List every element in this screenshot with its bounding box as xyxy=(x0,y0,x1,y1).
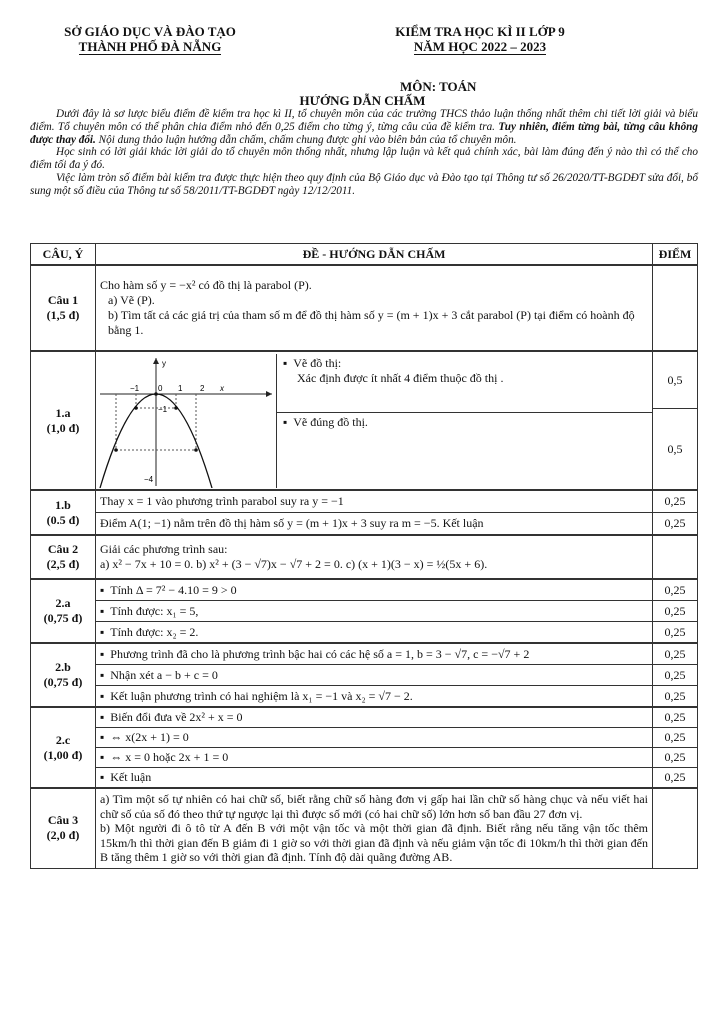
parabola-graph-svg xyxy=(96,354,276,488)
point-marker xyxy=(194,448,198,452)
score: 0,25 xyxy=(653,707,698,728)
criterion: ▪ Kết luận phương trình có hai nghiệm là x₁ = −1 và x₂ = √7 − 2. xyxy=(96,686,653,708)
question-label: 1.b (0.5 đ) xyxy=(31,490,96,535)
table-row xyxy=(31,748,698,768)
criterion: ▪ Nhận xét a − b + c = 0 xyxy=(96,665,653,686)
point-marker xyxy=(134,406,138,410)
x-tick-label: 2 xyxy=(200,383,205,393)
intro-paragraph-2: Học sinh có lời giải khác lời giải do tổ chuyên môn thống nhất, nhưng lập luận và kết quả chính xác, bài làm đúng đến ý nào thì có thể cho điểm tối đa ý đó. xyxy=(30,146,698,172)
score: 0,25 xyxy=(653,665,698,686)
table-row xyxy=(31,728,698,748)
table-row xyxy=(31,601,698,622)
question-text: a) Tìm một số tự nhiên có hai chữ số, biết rằng chữ số hàng đơn vị gấp hai lần chữ số hàng chục và nếu viết hai chữ số của số đó theo thứ tự ngược lại thì được số mới (có hai chữ số) lớn hơn số ban đầu 27 đơn vị. b) Một người đi ô tô từ A đến B với một vận tốc và một thời gian đã định. Biết rằng nếu tăng vận tốc thêm 15km/h thì thời gian đến B giảm đi 1 giờ so với thời gian đã định và nếu giảm vận tốc đi 10km/h thì thời gian đến B tăng thêm 1 giờ so với thời gian đã định. Tính độ dài quãng đường AB. xyxy=(96,788,653,868)
table-row xyxy=(31,686,698,708)
intro-text xyxy=(30,108,698,198)
score: 0,25 xyxy=(653,748,698,768)
school-year: NĂM HỌC 2022 – 2023 xyxy=(413,39,547,54)
exam-header xyxy=(350,24,610,55)
criterion: ▪ Tính được: x₁ = 5, xyxy=(96,601,653,622)
table-row xyxy=(31,351,698,409)
criterion: ▪ ⇔ x(2x + 1) = 0 xyxy=(96,728,653,748)
x-axis-label: x xyxy=(220,383,224,393)
criterion: ▪ Tính được: x₂ = 2. xyxy=(96,622,653,644)
column-header-content: ĐỀ - HƯỚNG DẪN CHẤM xyxy=(96,244,653,266)
point-marker xyxy=(174,406,178,410)
criterion: ▪ ⇔ x = 0 hoặc 2x + 1 = 0 xyxy=(96,748,653,768)
score: 0,25 xyxy=(653,579,698,601)
grading-table xyxy=(30,243,698,869)
y-axis-arrow xyxy=(153,358,159,364)
score: 0,25 xyxy=(653,622,698,644)
subject-title: MÔN: TOÁN xyxy=(400,79,477,94)
table-row xyxy=(31,579,698,601)
intro-paragraph-1: Dưới đây là sơ lược biểu điểm đề kiểm tra học kì II, tổ chuyên môn của các trường THCS thảo luận thống nhất thêm chi tiết lời giải và biểu điểm. Tổ chuyên môn có thể phân chia điểm nhỏ đến 0,25 điểm cho từng ý, từng câu của đề kiểm tra. Tuy nhiên, điểm từng bài, từng câu không được thay đổi. Nội dung thảo luận hướng dẫn chấm, chấm chung được ghi vào biên bản của tổ chuyên môn. xyxy=(30,108,698,146)
score: 0,25 xyxy=(653,601,698,622)
question-label: Câu 2 (2,5 đ) xyxy=(31,535,96,579)
table-row xyxy=(31,707,698,728)
intro-paragraph-3: Việc làm tròn số điểm bài kiểm tra được thực hiện theo quy định của Bộ Giáo dục và Đào tạo tại Thông tư số 26/2020/TT-BGDĐT sửa đổi, bổ sung một số điều của Thông tư số 58/2011/TT-BGDĐT ngày 12/12/2011. xyxy=(30,171,698,197)
score: 0,5 xyxy=(653,409,698,491)
exam-name: KIỂM TRA HỌC KÌ II LỚP 9 xyxy=(395,24,565,39)
question-label: Câu 3 (2,0 đ) xyxy=(31,788,96,868)
column-header-question: CÂU, Ý xyxy=(31,244,96,266)
question-label: 2.b (0,75 đ) xyxy=(31,643,96,707)
score: 0,25 xyxy=(653,768,698,789)
y-axis-label: y xyxy=(162,358,166,368)
table-header-row xyxy=(31,244,698,266)
criterion: Điểm A(1; −1) nằm trên đồ thị hàm số y = (m + 1)x + 3 suy ra m = −5. Kết luận xyxy=(96,513,653,536)
question-label: 1.a (1,0 đ) xyxy=(31,351,96,490)
criterion: ▪ Phương trình đã cho là phương trình bậc hai có các hệ số a = 1, b = 3 − √7, c = −√7 + 2 xyxy=(96,643,653,665)
criterion: ▪ Vẽ đồ thị: Xác định được ít nhất 4 điểm thuộc đồ thị . xyxy=(277,354,652,413)
criterion: Thay x = 1 vào phương trình parabol suy ra y = −1 xyxy=(96,490,653,513)
department-name: SỞ GIÁO DỤC VÀ ĐÀO TẠO xyxy=(64,24,236,39)
score: 0,25 xyxy=(653,728,698,748)
question-label: Câu 1 (1,5 đ) xyxy=(31,265,96,351)
question-label: 2.c (1,00 đ) xyxy=(31,707,96,788)
city-name: THÀNH PHỐ ĐÀ NẴNG xyxy=(78,39,222,54)
table-row xyxy=(31,535,698,579)
table-row xyxy=(31,513,698,536)
question-label: 2.a (0,75 đ) xyxy=(31,579,96,643)
criterion: ▪ Kết luận xyxy=(96,768,653,789)
score: 0,5 xyxy=(653,351,698,409)
x-axis-arrow xyxy=(266,391,272,397)
x-tick-label: 1 xyxy=(178,383,183,393)
table-row xyxy=(31,665,698,686)
table-row xyxy=(31,622,698,644)
department-header xyxy=(30,24,270,55)
score: 0,25 xyxy=(653,490,698,513)
x-tick-label: 0 xyxy=(158,383,163,393)
point-marker xyxy=(114,448,118,452)
document-title: HƯỚNG DẪN CHẤM xyxy=(299,93,426,108)
table-row xyxy=(31,490,698,513)
criterion: ▪ Tính Δ = 7² − 4.10 = 9 > 0 xyxy=(96,579,653,601)
parabola-graph xyxy=(96,354,277,488)
table-row xyxy=(31,768,698,789)
y-tick-label: −4 xyxy=(144,474,154,484)
score: 0,25 xyxy=(653,643,698,665)
y-tick-label: −1 xyxy=(158,404,168,414)
x-tick-label: −1 xyxy=(130,383,140,393)
intro-emphasis: Tuy nhiên, điểm từng bài, từng câu không được thay đổi. xyxy=(30,120,698,146)
question-text: Giải các phương trình sau: a) x² − 7x + 10 = 0. b) x² + (3 − √7)x − √7 + 2 = 0. c) (x + 1)(3 − x) = ½(5x + 6). xyxy=(96,535,653,579)
column-header-score: ĐIỂM xyxy=(653,244,698,266)
score: 0,25 xyxy=(653,513,698,536)
table-row xyxy=(31,643,698,665)
table-row xyxy=(31,788,698,868)
criterion: ▪ Vẽ đúng đồ thị. xyxy=(277,413,652,488)
table-row xyxy=(31,265,698,351)
point-marker xyxy=(154,392,158,396)
question-text: Cho hàm số y = −x² có đồ thị là parabol (P). a) Vẽ (P). b) Tìm tất cả các giá trị của tham số m để đồ thị hàm số y = (m + 1)x + 3 cắt parabol (P) tại điểm có hoành độ bằng 1. xyxy=(96,265,653,351)
score: 0,25 xyxy=(653,686,698,708)
criterion: ▪ Biến đổi đưa về 2x² + x = 0 xyxy=(96,707,653,728)
